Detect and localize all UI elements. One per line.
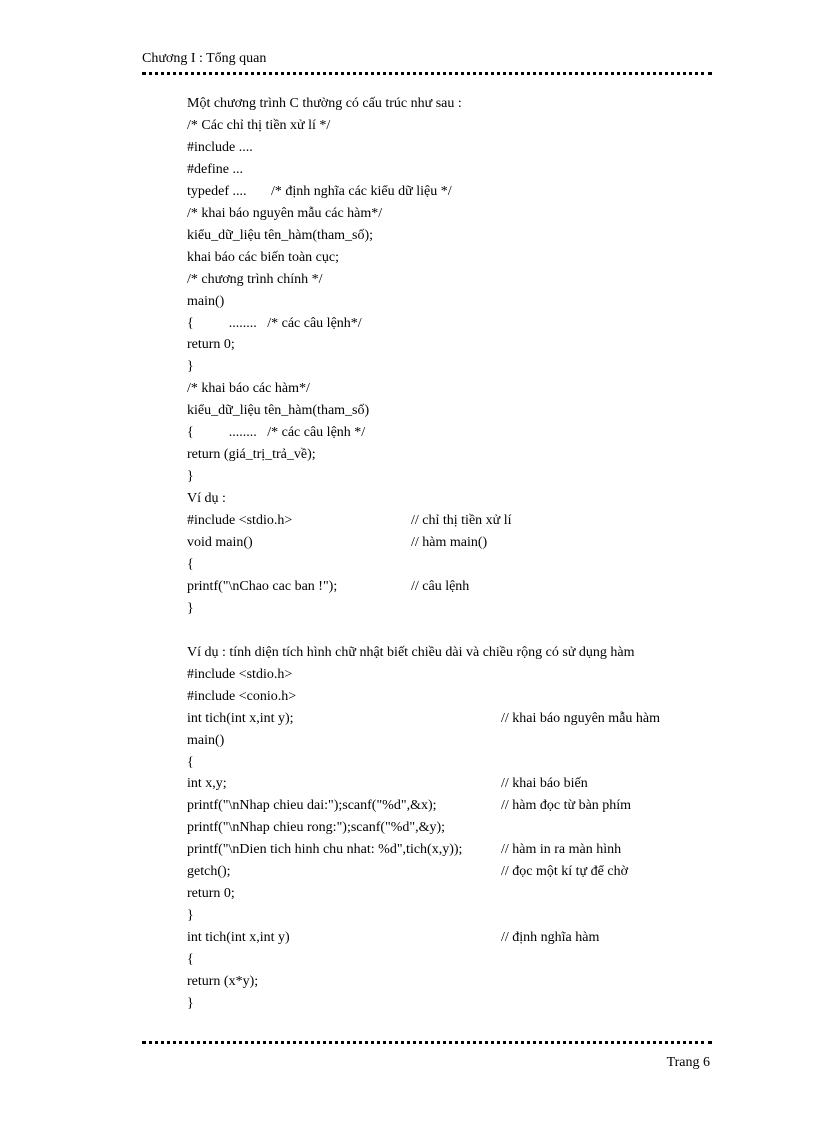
line-text: printf("\nNhap chieu dai:");scanf("%d",&x); xyxy=(187,798,437,813)
text-line xyxy=(187,226,373,246)
line-text: } xyxy=(187,469,194,484)
text-line xyxy=(187,753,194,773)
line-text: /* Các chỉ thị tiền xử lí */ xyxy=(187,118,331,133)
text-line xyxy=(187,401,369,421)
text-line xyxy=(187,884,235,904)
line-comment: // khai báo biến xyxy=(501,776,588,791)
header-divider xyxy=(142,72,712,75)
line-text: return (x*y); xyxy=(187,974,259,989)
line-text: } xyxy=(187,996,194,1011)
text-line xyxy=(187,270,323,290)
line-text: /* khai báo nguyên mẫu các hàm*/ xyxy=(187,206,383,221)
text-line xyxy=(187,577,470,597)
text-line xyxy=(187,182,452,202)
text-line xyxy=(187,950,194,970)
line-comment: // chỉ thị tiền xử lí xyxy=(411,513,512,528)
line-text: printf("\nDien tich hinh chu nhat: %d",tich(x,y)); xyxy=(187,842,463,857)
line-text: kiểu_dữ_liệu tên_hàm(tham_số) xyxy=(187,403,370,418)
text-line xyxy=(187,314,362,334)
line-text: #include .... xyxy=(187,140,253,155)
text-line xyxy=(187,928,600,948)
text-line xyxy=(187,94,462,114)
line-text: { ........ /* các câu lệnh */ xyxy=(187,425,366,440)
line-comment: // đọc một kí tự để chờ xyxy=(501,864,628,879)
line-text: khai báo các biến toàn cục; xyxy=(187,250,339,265)
line-text: void main() xyxy=(187,535,253,550)
line-text: #include <conio.h> xyxy=(187,689,297,704)
text-line xyxy=(187,687,296,707)
line-text: return (giá_trị_trả_về); xyxy=(187,447,316,462)
text-line xyxy=(187,731,224,751)
line-text: /* khai báo các hàm*/ xyxy=(187,381,310,396)
line-comment: // khai báo nguyên mẫu hàm xyxy=(501,711,661,726)
text-line xyxy=(187,445,316,465)
text-line xyxy=(187,357,194,377)
line-text: Ví dụ : tính diện tích hình chữ nhật biết chiều dài và chiều rộng có sử dụng hàm xyxy=(187,645,635,660)
line-text: main() xyxy=(187,294,225,309)
line-text: #include <stdio.h> xyxy=(187,513,293,528)
line-text: { ........ /* các câu lệnh*/ xyxy=(187,316,362,331)
line-text: return 0; xyxy=(187,337,235,352)
line-text: } xyxy=(187,908,194,923)
line-text: Ví dụ : xyxy=(187,491,226,506)
text-line xyxy=(187,818,445,838)
line-comment: // hàm main() xyxy=(411,535,488,550)
text-line xyxy=(187,248,339,268)
page-number: Trang 6 xyxy=(666,1055,710,1070)
text-line xyxy=(187,599,194,619)
text-line xyxy=(187,906,194,926)
line-text: int x,y; xyxy=(187,776,227,791)
text-line xyxy=(187,972,258,992)
text-line xyxy=(187,335,235,355)
line-text: typedef .... /* định nghĩa các kiểu dữ liệu */ xyxy=(187,184,452,199)
line-text: { xyxy=(187,952,194,967)
line-text: getch(); xyxy=(187,864,231,879)
text-line xyxy=(187,511,512,531)
chapter-title: Chương I : Tổng quan xyxy=(142,51,267,66)
text-line xyxy=(187,423,365,443)
line-comment: // định nghĩa hàm xyxy=(501,930,600,945)
line-text: printf("\nChao cac ban !"); xyxy=(187,579,338,594)
line-text: { xyxy=(187,557,194,572)
text-line xyxy=(187,160,243,180)
line-text: kiểu_dữ_liệu tên_hàm(tham_số); xyxy=(187,228,374,243)
footer-divider xyxy=(142,1041,712,1044)
text-line xyxy=(187,533,488,553)
line-comment: // hàm đọc từ bàn phím xyxy=(501,798,632,813)
line-text: { xyxy=(187,755,194,770)
text-line xyxy=(187,379,310,399)
text-line xyxy=(187,467,194,487)
line-text: Một chương trình C thường có cấu trúc như sau : xyxy=(187,96,462,111)
text-line xyxy=(187,555,194,575)
text-line xyxy=(187,116,330,136)
line-text: int tich(int x,int y); xyxy=(187,711,294,726)
text-line xyxy=(187,862,628,882)
line-text: int tich(int x,int y) xyxy=(187,930,290,945)
line-text: #define ... xyxy=(187,162,243,177)
text-line xyxy=(187,709,661,729)
text-line xyxy=(187,489,226,509)
line-text: } xyxy=(187,359,194,374)
text-line xyxy=(187,994,194,1014)
text-line xyxy=(187,840,622,860)
line-text: } xyxy=(187,601,194,616)
line-text: return 0; xyxy=(187,886,235,901)
line-text: /* chương trình chính */ xyxy=(187,272,323,287)
line-text: printf("\nNhap chieu rong:");scanf("%d",&y); xyxy=(187,820,446,835)
text-line xyxy=(187,643,635,663)
text-line xyxy=(187,665,292,685)
line-comment: // hàm in ra màn hình xyxy=(501,842,622,857)
line-text: main() xyxy=(187,733,225,748)
line-comment: // câu lệnh xyxy=(411,579,470,594)
text-line xyxy=(187,292,224,312)
line-text: #include <stdio.h> xyxy=(187,667,293,682)
text-line xyxy=(187,138,253,158)
text-line xyxy=(187,796,632,816)
text-line xyxy=(187,204,382,224)
text-line xyxy=(187,774,588,794)
